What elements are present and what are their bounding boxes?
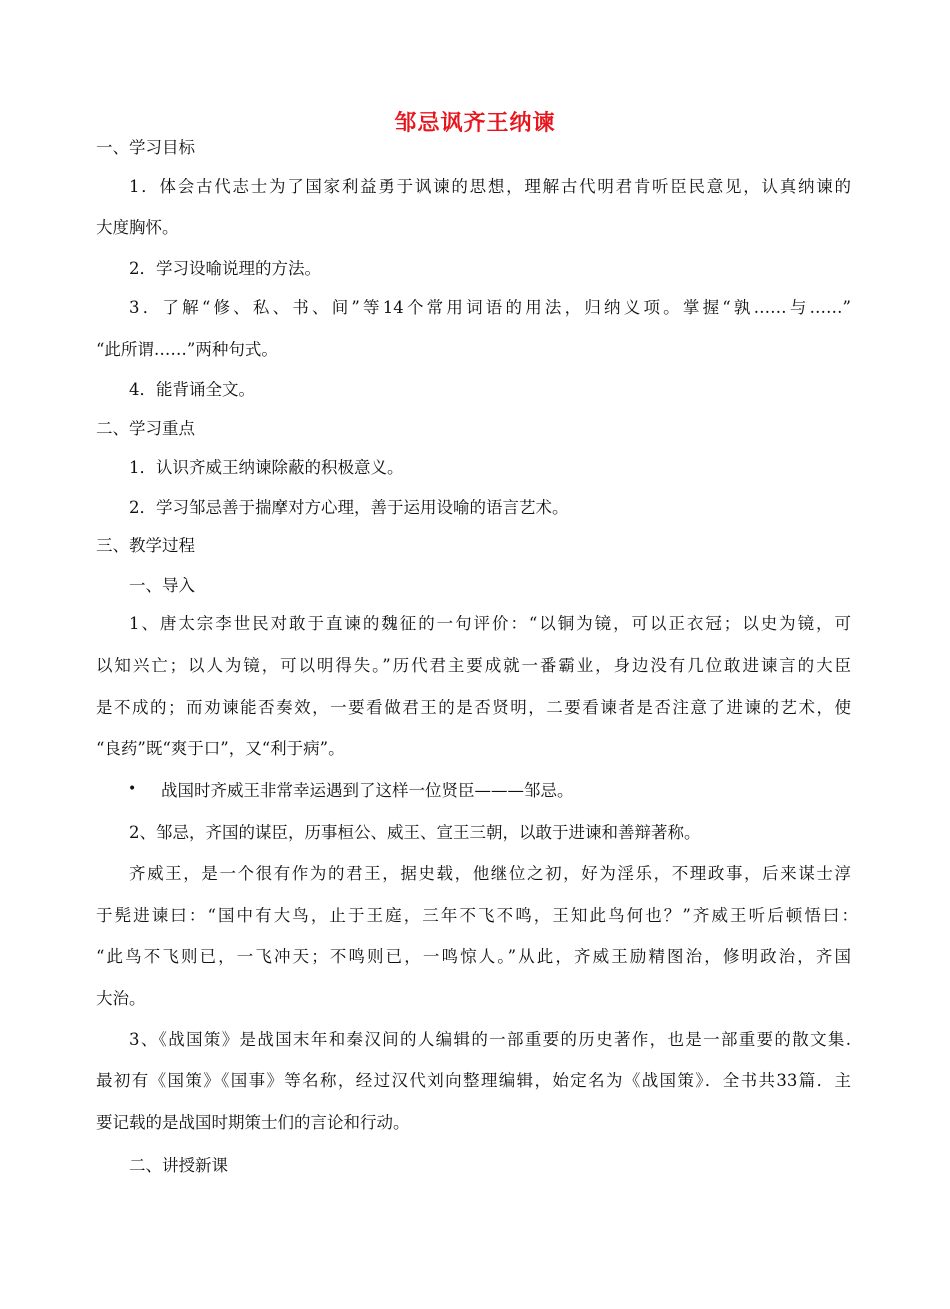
paragraph-4-line-1: 3、《战国策》是战国末年和秦汉间的人编辑的一部重要的历史著作，也是一部重要的散文集.: [129, 1030, 851, 1049]
bullet-text: 战国时齐威王非常幸运遇到了这样一位贤臣———邹忌。: [161, 781, 574, 800]
paragraph-2-line-1: 2、邹忌，齐国的谋臣，历事桓公、威王、宣王三朝，以敢于进谏和善辩著称。: [129, 823, 701, 842]
goal-2: 2．学习设喻说理的方法。: [129, 259, 321, 278]
paragraph-1-line-2: 以知兴亡；以人为镜，可以明得失。”历代君主要成就一番霸业，身边没有几位敢进谏言的大臣: [96, 656, 851, 675]
goal-1-line-2: 大度胸怀。: [96, 218, 179, 237]
paragraph-1-line-3: 是不成的；而劝谏能否奏效，一要看做君王的是否贤明，二要看谏者是否注意了进谏的艺术，使: [96, 698, 851, 717]
section-heading-learning-goals: 一、学习目标: [96, 138, 195, 157]
paragraph-3-line-4: 大治。: [96, 989, 146, 1008]
bullet-marker: •: [128, 781, 137, 797]
subheading-introduction: 一、导入: [129, 576, 195, 595]
key-point-1: 1．认识齐威王纳谏除蔽的积极意义。: [129, 458, 404, 477]
section-heading-key-points: 二、学习重点: [96, 419, 195, 438]
paragraph-3-line-3: “此鸟不飞则已，一飞冲天；不鸣则已，一鸣惊人。”从此，齐威王励精图治，修明政治，齐国: [96, 947, 851, 966]
goal-3-line-2: “此所谓……”两种句式。: [96, 340, 278, 359]
paragraph-1-line-4: “良药”既“爽于口”，又“利于病”。: [96, 739, 345, 758]
goal-4: 4．能背诵全文。: [129, 380, 255, 399]
paragraph-4-line-2: 最初有《国策》《国事》等名称，经过汉代刘向整理编辑，始定名为《战国策》．全书共33篇．主: [96, 1071, 851, 1090]
key-point-2: 2．学习邹忌善于揣摩对方心理，善于运用设喻的语言艺术。: [129, 498, 569, 517]
section-heading-teaching-process: 三、教学过程: [96, 536, 195, 555]
paragraph-4-line-3: 要记载的是战国时期策士们的言论和行动。: [96, 1113, 410, 1132]
paragraph-3-line-2: 于髡进谏曰：“国中有大鸟，止于王庭，三年不飞不鸣，王知此鸟何也？”齐威王听后顿悟曰：: [96, 906, 858, 925]
goal-1-line-1: 1．体会古代志士为了国家利益勇于讽谏的思想，理解古代明君肯听臣民意见，认真纳谏的: [129, 177, 851, 196]
document-title: 邹忌讽齐王纳谏: [394, 111, 556, 136]
subheading-new-lesson: 二、讲授新课: [129, 1156, 228, 1175]
paragraph-1-line-1: 1、唐太宗李世民对敢于直谏的魏征的一句评价：“以铜为镜，可以正衣冠；以史为镜，可: [129, 614, 851, 633]
paragraph-3-line-1: 齐威王，是一个很有作为的君王，据史载，他继位之初，好为淫乐，不理政事，后来谋士淳: [129, 864, 851, 883]
goal-3-line-1: 3．了解“修、私、书、间”等14个常用词语的用法，归纳义项。掌握“孰……与……”: [129, 298, 851, 317]
